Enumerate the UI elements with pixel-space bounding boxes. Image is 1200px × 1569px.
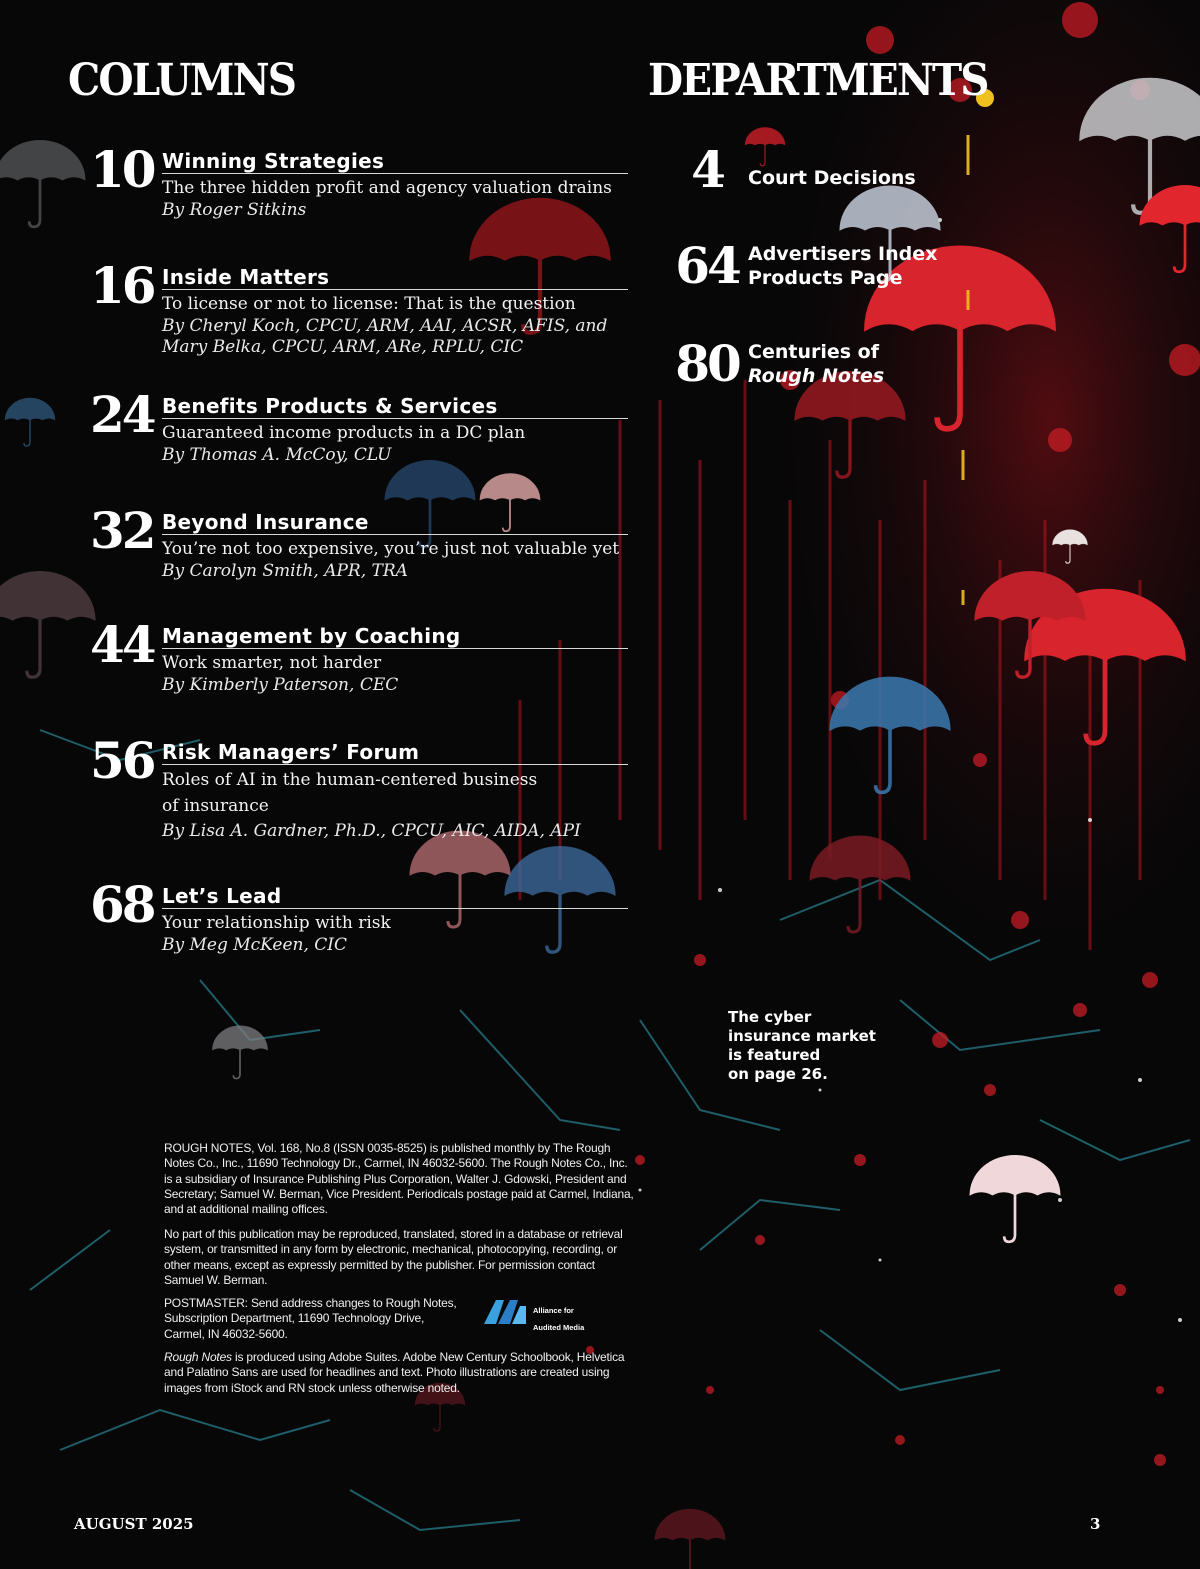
page-number: 64 <box>675 236 739 295</box>
column-description: Your relationship with risk <box>162 913 391 933</box>
copyright-notice: No part of this publication may be reproduced, translated, stored in a database or retrieval system, or transmitted in any form by electronic, mechanical, photocopying, recording, or other means, except as expressly permitted by the publisher. For permission contact Samuel W. Berman. <box>164 1227 623 1287</box>
column-title[interactable]: Beyond Insurance <box>162 511 628 535</box>
page-number: 56 <box>90 731 154 790</box>
column-description: To license or not to license: That is the question <box>162 294 576 314</box>
column-description: You’re not too expensive, you’re just not valuable yet <box>162 539 620 559</box>
column-description: Work smarter, not harder <box>162 653 382 673</box>
caption-line: The cyber <box>728 1008 812 1026</box>
column-title[interactable]: Benefits Products & Services <box>162 395 628 419</box>
department-label[interactable] <box>748 166 1008 190</box>
column-description: Roles of AI in the human-centered business of insurance <box>162 770 538 816</box>
column-title[interactable]: Let’s Lead <box>162 885 628 909</box>
column-title[interactable]: Inside Matters <box>162 266 628 290</box>
department-label[interactable] <box>748 340 1008 388</box>
column-title[interactable]: Management by Coaching <box>162 625 628 649</box>
column-description: Guaranteed income products in a DC plan <box>162 423 526 443</box>
columns-heading: COLUMNS <box>68 55 296 106</box>
department-label[interactable] <box>748 242 1008 290</box>
page-number: 32 <box>90 501 154 560</box>
column-byline: By Meg McKeen, CIC <box>162 935 348 955</box>
production-notice <box>164 1350 634 1396</box>
department-label-line2: Rough Notes <box>748 365 885 387</box>
aam-logo-line2 <box>533 1315 585 1332</box>
department-label-line1: Centuries of <box>748 341 879 363</box>
caption-line: on page 26. <box>728 1065 828 1083</box>
column-byline: By Cheryl Koch, CPCU, ARM, AAI, ACSR, AFIS, and Mary Belka, CPCU, ARM, ARe, RPLU, CIC <box>162 316 608 357</box>
department-label-line2: Products Page <box>748 267 903 289</box>
column-byline: By Lisa A. Gardner, Ph.D., CPCU, AIC, AIDA, API <box>162 821 581 841</box>
column-byline: By Kimberly Paterson, CEC <box>162 675 399 695</box>
issue-date: AUGUST 2025 <box>74 1515 194 1533</box>
page-number: 24 <box>90 385 154 444</box>
page-number: 10 <box>90 140 154 199</box>
page-number-footer: 3 <box>1090 1515 1101 1533</box>
cover-caption <box>728 1008 878 1084</box>
publication-info: ROUGH NOTES, Vol. 168, No.8 (ISSN 0035-8525) is published monthly by The Rough Notes Co., Inc., 11690 Technology Dr., Carmel, IN 46032-5600. The Rough Notes Co., Inc. is a subsidiary of Insurance Publishing Plus Corporation, Walter J. Gdowski, President and Secretary; Samuel W. Berman, Vice President. Periodicals postage paid at Carmel, Indiana, and at additional mailing offices. <box>164 1141 634 1217</box>
production-notice-text: is produced using Adobe Suites. Adobe New Century Schoolbook, Helvetica and Palatino Sans are used for headlines and text. Photo illustrations are created using images from iStock and RN stock unless otherwise noted. <box>164 1350 625 1395</box>
department-label-line1: Court Decisions <box>748 167 916 189</box>
page-number: 44 <box>90 615 154 674</box>
production-notice-title: Rough Notes <box>164 1350 232 1364</box>
departments-heading: DEPARTMENTS <box>648 55 988 106</box>
aam-logo <box>482 1298 592 1332</box>
page-number: 4 <box>691 140 723 199</box>
column-title[interactable]: Risk Managers’ Forum <box>162 741 628 765</box>
caption-line: insurance market <box>728 1027 876 1045</box>
page-number: 80 <box>675 334 739 393</box>
column-byline: By Carolyn Smith, APR, TRA <box>162 561 408 581</box>
column-byline: By Roger Sitkins <box>162 200 307 220</box>
postmaster-notice: POSTMASTER: Send address changes to Rough Notes, Subscription Department, 11690 Technology Drive, Carmel, IN 46032-5600. <box>164 1296 457 1341</box>
page-number: 16 <box>90 256 154 315</box>
column-description: The three hidden profit and agency valuation drains <box>162 178 612 198</box>
column-byline: By Thomas A. McCoy, CLU <box>162 445 392 465</box>
page-number: 68 <box>90 875 154 934</box>
column-title[interactable]: Winning Strategies <box>162 150 628 174</box>
aam-logo-line2-text: Audited Media <box>533 1323 585 1332</box>
caption-line: is featured <box>728 1046 821 1064</box>
aam-logo-line1: Alliance for <box>533 1306 574 1315</box>
aam-logo-icon <box>482 1298 532 1326</box>
department-label-line1: Advertisers Index <box>748 243 938 265</box>
